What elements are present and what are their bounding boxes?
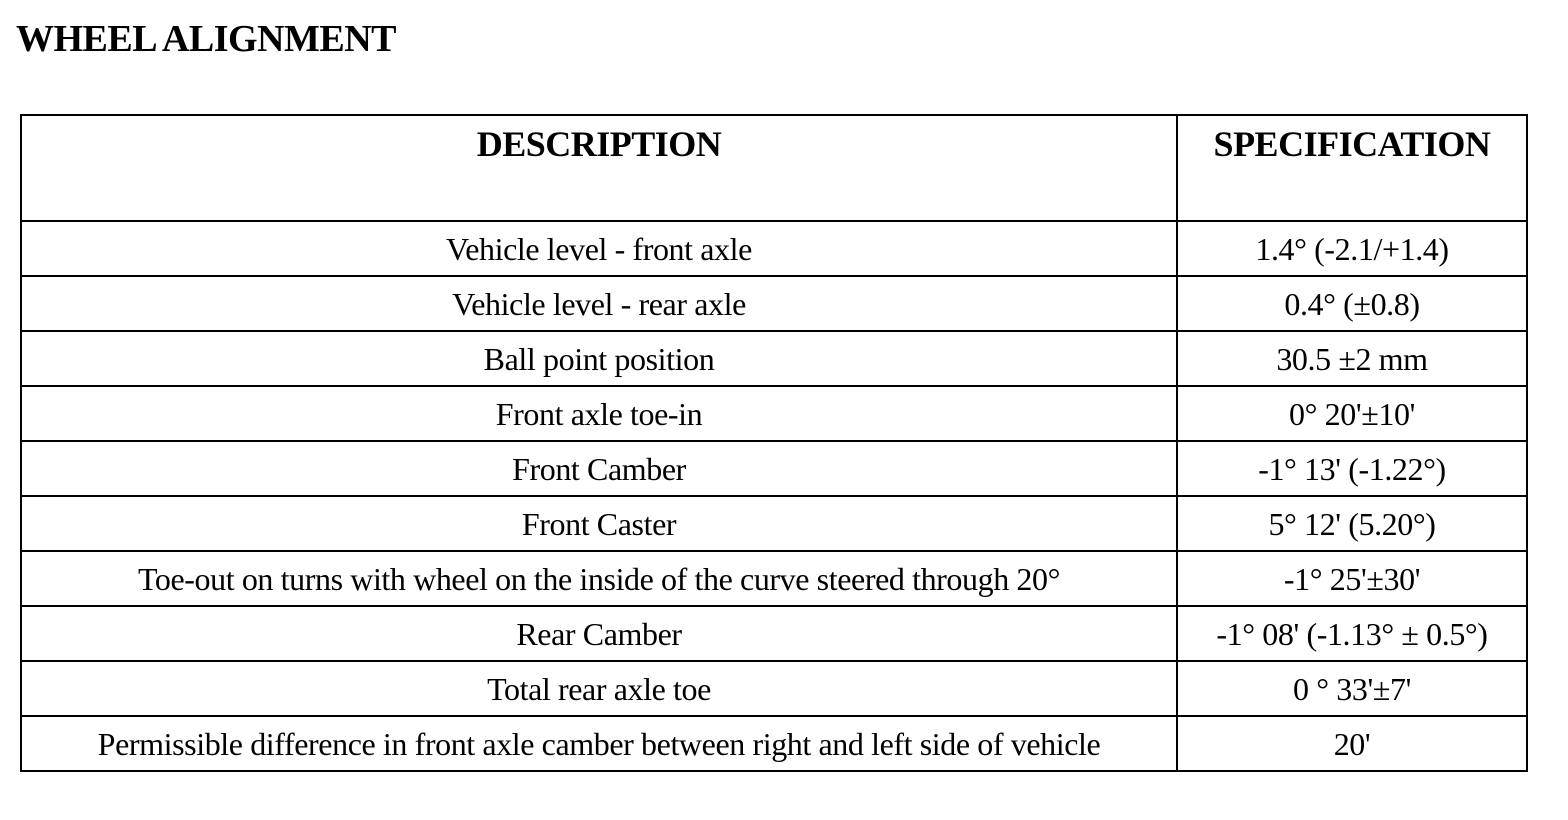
specification-cell: 1.4° (-2.1/+1.4) [1177,221,1527,276]
description-cell: Rear Camber [21,606,1177,661]
description-cell: Front axle toe-in [21,386,1177,441]
specification-cell: 0 ° 33'±7' [1177,661,1527,716]
specification-cell: -1° 25'±30' [1177,551,1527,606]
description-column-header: DESCRIPTION [21,115,1177,221]
table-row [21,551,1527,606]
specification-cell: 0.4° (±0.8) [1177,276,1527,331]
table-row [21,441,1527,496]
description-cell: Vehicle level - front axle [21,221,1177,276]
wheel-alignment-table [20,114,1528,772]
specification-cell: 5° 12' (5.20°) [1177,496,1527,551]
table-row [21,606,1527,661]
table-row [21,276,1527,331]
specification-cell: -1° 13' (-1.22°) [1177,441,1527,496]
table-row [21,386,1527,441]
table-row [21,716,1527,771]
table-header-row [21,115,1527,221]
description-cell: Toe-out on turns with wheel on the inside of the curve steered through 20° [21,551,1177,606]
table-row [21,331,1527,386]
specification-cell: 20' [1177,716,1527,771]
description-cell: Vehicle level - rear axle [21,276,1177,331]
table-row [21,496,1527,551]
specification-cell: 0° 20'±10' [1177,386,1527,441]
description-cell: Total rear axle toe [21,661,1177,716]
page-title: WHEEL ALIGNMENT [16,18,396,60]
table-row [21,221,1527,276]
description-cell: Front Caster [21,496,1177,551]
specification-column-header: SPECIFICATION [1177,115,1527,221]
specification-cell: 30.5 ±2 mm [1177,331,1527,386]
table-row [21,661,1527,716]
description-cell: Front Camber [21,441,1177,496]
description-cell: Permissible difference in front axle camber between right and left side of vehicle [21,716,1177,771]
description-cell: Ball point position [21,331,1177,386]
specification-cell: -1° 08' (-1.13° ± 0.5°) [1177,606,1527,661]
